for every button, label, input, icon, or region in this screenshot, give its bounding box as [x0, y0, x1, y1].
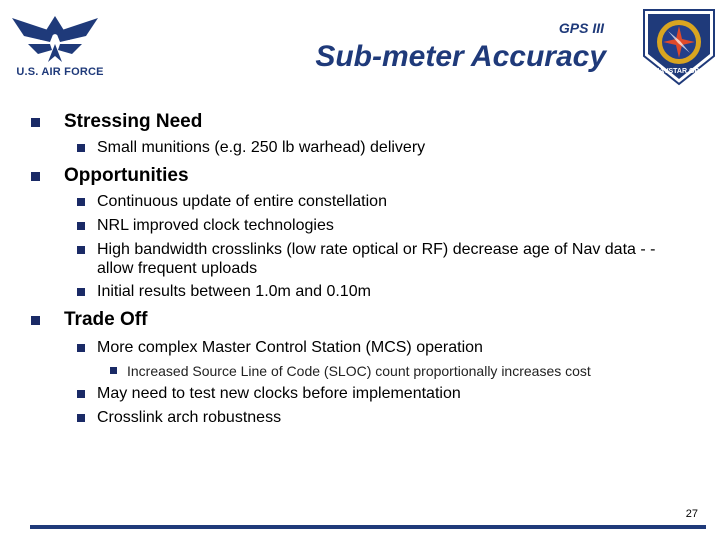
program-subtitle: GPS III: [558, 20, 604, 36]
navstar-gps-seal: [640, 6, 718, 86]
bullet-square-icon: [77, 288, 85, 296]
sub-bullet-label: More complex Master Control Station (MCS) operation: [97, 339, 483, 356]
sub-bullet-label: Continuous update of entire constellation: [97, 193, 387, 210]
bullet-label: Stressing Need: [64, 111, 203, 132]
sub-sub-bullet: [0, 360, 720, 382]
bullet-opportunities: [0, 162, 720, 190]
bullet-list: [0, 108, 720, 430]
bullet-square-icon: [77, 246, 85, 254]
sub-bullet: [0, 214, 720, 238]
page-number: 27: [685, 508, 698, 520]
sub-bullet: [0, 406, 720, 430]
bullet-square-icon: [77, 344, 85, 352]
sub-bullet-label: Crosslink arch robustness: [97, 409, 282, 426]
seal-text: NAVSTAR GPS: [654, 68, 704, 75]
bullet-label: Trade Off: [64, 309, 148, 330]
air-force-wings-icon: [10, 10, 100, 66]
bullet-square-icon: [77, 198, 85, 206]
sub-bullet-label: May need to test new clocks before implementation: [97, 385, 461, 402]
bullet-square-icon: [77, 414, 85, 422]
sub-bullet: [0, 136, 720, 160]
air-force-logo-text: U.S. AIR FORCE: [16, 66, 104, 78]
sub-bullet: [0, 336, 720, 360]
sub-bullet-label: Small munitions (e.g. 250 lb warhead) delivery: [97, 139, 426, 156]
footer-divider: [30, 525, 706, 529]
sub-bullet-label: Initial results between 1.0m and 0.10m: [97, 283, 371, 300]
sub-sub-bullet-label: Increased Source Line of Code (SLOC) count proportionally increases cost: [127, 363, 591, 379]
sub-bullet: [0, 382, 720, 406]
gps-seal-icon: [640, 6, 718, 86]
sub-bullet-label: NRL improved clock technologies: [97, 217, 334, 234]
air-force-logo: [10, 10, 104, 82]
bullet-label: Opportunities: [64, 165, 189, 186]
bullet-stressing-need: [0, 108, 720, 136]
page-title: Sub-meter Accuracy: [315, 40, 606, 73]
bullet-square-icon: [77, 222, 85, 230]
sub-bullet: [0, 238, 720, 280]
bullet-square-icon: [110, 367, 117, 374]
sub-bullet-label: High bandwidth crosslinks (low rate optical or RF) decrease age of Nav data - - allow frequent uploads: [97, 241, 656, 277]
bullet-square-icon: [77, 144, 85, 152]
bullet-square-icon: [77, 390, 85, 398]
bullet-trade-off: [0, 306, 720, 334]
bullet-square-icon: [31, 316, 40, 325]
bullet-square-icon: [31, 118, 40, 127]
sub-bullet: [0, 280, 720, 304]
sub-bullet: [0, 190, 720, 214]
bullet-square-icon: [31, 172, 40, 181]
